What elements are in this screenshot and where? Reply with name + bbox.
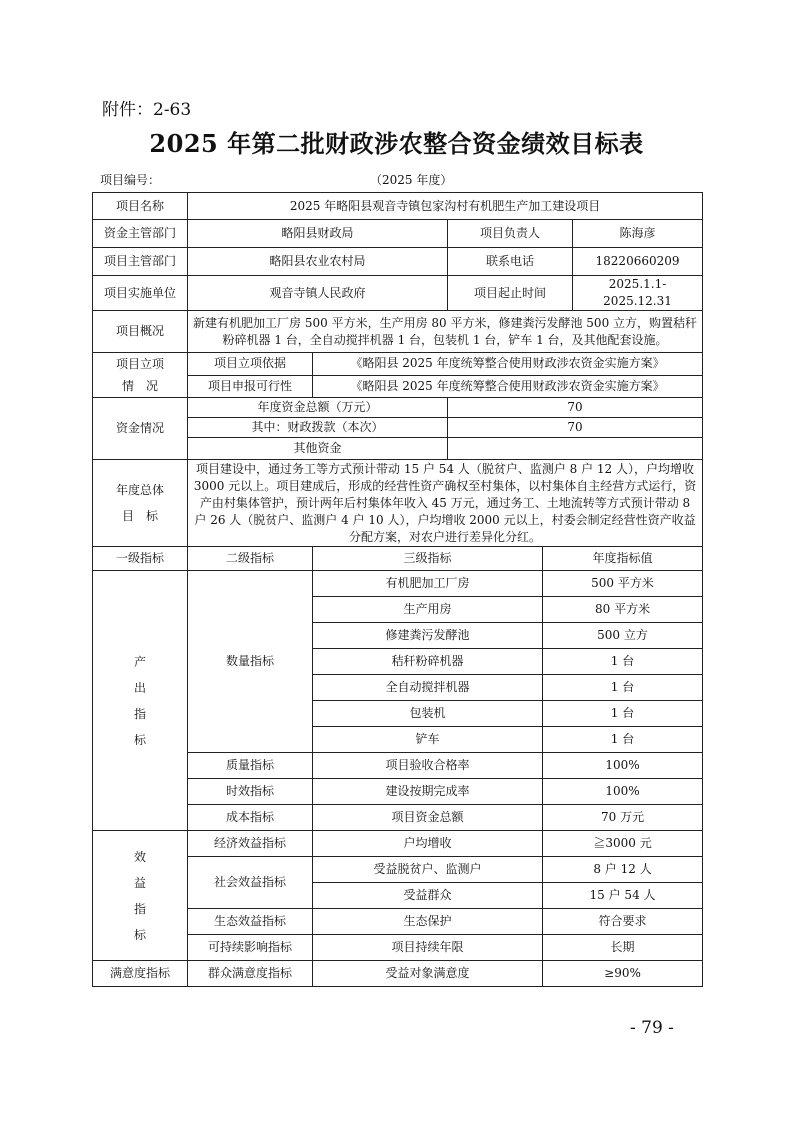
goal-label [93,460,188,547]
indicator-name: 建设按期完成率 [313,779,543,805]
indicator-value: ≧3000 元 [543,831,703,857]
indicator-name: 有机肥加工厂房 [313,571,543,597]
row-approval-basis [93,353,703,376]
indicator-value: 500 平方米 [543,571,703,597]
table-row [93,831,703,857]
satisfaction-label: 满意度指标 [93,961,188,987]
phone-label: 联系电话 [448,248,573,276]
row-headers [93,547,703,571]
indicator-name: 生态保护 [313,909,543,935]
leader-label: 项目负责人 [448,220,573,248]
benefit-label-char: 效 [133,849,146,864]
phone: 18220660209 [573,248,703,276]
cost-label: 成本指标 [188,805,313,831]
page-number: - 79 - [630,1018,674,1038]
social-label: 社会效益指标 [188,857,313,909]
other-label: 其他资金 [188,438,448,460]
basis-label: 项目立项依据 [188,353,313,376]
project-name: 2025 年略阳县观音寺镇包家沟村有机肥生产加工建设项目 [188,193,703,220]
indicator-value: 1 台 [543,727,703,753]
funds-label: 资金情况 [93,398,188,460]
funding-dept: 略阳县财政局 [188,220,448,248]
table-row [93,961,703,987]
annual-total: 70 [448,398,703,418]
indicator-name: 全自动搅拌机器 [313,675,543,701]
impl-unit-label: 项目实施单位 [93,276,188,311]
indicator-value: 15 户 54 人 [543,883,703,909]
header-level2: 二级指标 [188,547,313,571]
satisfaction-level2: 群众满意度指标 [188,961,313,987]
project-name-label: 项目名称 [93,193,188,220]
project-dept: 略阳县农业农村局 [188,248,448,276]
annual-goal: 项目建设中，通过务工等方式预计带动 15 户 54 人（脱贫户、监测户 8 户 12 人），户均增收 3000 元以上。项目建成后，形成的经营性资产确权至村集体，以村集体自主经营方式运行，资产由村集体管护，预计两年后村集体年收入 45 万元，通过务工、土地流转等方式预计带动 8 户 26 人（脱贫户、监测户 4 户 10 人），户均增收 2000 元以上，村委会制定经营性资产收益分配方案，对农户进行差异化分红。 [188,460,703,547]
sustain-label: 可持续影响指标 [188,935,313,961]
performance-target-table [92,192,703,987]
funding-dept-label: 资金主管部门 [93,220,188,248]
attachment-label: 附件：2-63 [102,100,192,120]
goal-label-line1: 年度总体 [115,483,164,497]
overview: 新建有机肥加工厂房 500 平方米，生产用房 80 平方米，修建粪污发酵池 500 立方，购置秸秆粉碎机器 1 台，全自动搅拌机器 1 台，包装机 1 台，铲车 1 台，及其他配套设施。 [188,311,703,353]
feasibility-label: 项目申报可行性 [188,375,313,398]
row-overview [93,311,703,353]
period: 2025.1.1-2025.12.31 [573,276,703,311]
indicator-name: 受益对象满意度 [313,961,543,987]
indicator-name: 项目持续年限 [313,935,543,961]
eco-label: 生态效益指标 [188,909,313,935]
project-dept-label: 项目主管部门 [93,248,188,276]
benefit-label-char: 益 [133,875,146,890]
other-funds [448,438,703,460]
output-label [93,571,188,831]
row-impl-unit [93,276,703,311]
header-target: 年度指标值 [543,547,703,571]
overview-label: 项目概况 [93,311,188,353]
indicator-value: 1 台 [543,701,703,727]
row-project-name [93,193,703,220]
indicator-value: 1 台 [543,649,703,675]
project-number-label: 项目编号： [100,173,161,187]
indicator-value: 80 平方米 [543,597,703,623]
economic-label: 经济效益指标 [188,831,313,857]
indicator-name: 受益群众 [313,883,543,909]
indicator-name: 秸秆粉碎机器 [313,649,543,675]
annual-total-label: 年度资金总额（万元） [188,398,448,418]
fiscal-year: （2025 年度） [370,173,453,187]
row-annual-total [93,398,703,418]
indicator-value: 长期 [543,935,703,961]
indicator-value: 500 立方 [543,623,703,649]
indicator-name: 项目资金总额 [313,805,543,831]
page-title: 2025 年第二批财政涉农整合资金绩效目标表 [149,129,644,158]
feasibility: 《略阳县 2025 年度统筹整合使用财政涉农资金实施方案》 [313,375,703,398]
impl-unit: 观音寺镇人民政府 [188,276,448,311]
indicator-value: 8 户 12 人 [543,857,703,883]
approval-label-line2: 情 况 [121,379,158,393]
fiscal-label: 其中：财政拨款（本次） [188,418,448,438]
basis: 《略阳县 2025 年度统筹整合使用财政涉农资金实施方案》 [313,353,703,376]
output-label-char: 产 [133,654,146,669]
indicator-name: 户均增收 [313,831,543,857]
approval-label-line1: 项目立项 [115,357,164,371]
quantity-label: 数量指标 [188,571,313,753]
header-level3: 三级指标 [313,547,543,571]
quality-label: 质量指标 [188,753,313,779]
row-project-dept [93,248,703,276]
output-label-char: 出 [133,680,146,695]
benefit-label [93,831,188,961]
indicator-value: 符合要求 [543,909,703,935]
benefit-label-char: 指 [133,901,146,916]
benefit-label-char: 标 [133,927,146,942]
indicator-value: 70 万元 [543,805,703,831]
indicator-name: 包装机 [313,701,543,727]
indicator-name: 铲车 [313,727,543,753]
indicator-value: 1 台 [543,675,703,701]
row-funding-dept [93,220,703,248]
header-level1: 一级指标 [93,547,188,571]
time-label: 时效指标 [188,779,313,805]
indicator-name: 修建粪污发酵池 [313,623,543,649]
indicator-value: ≥90% [543,961,703,987]
indicator-name: 生产用房 [313,597,543,623]
fiscal: 70 [448,418,703,438]
indicator-name: 受益脱贫户、监测户 [313,857,543,883]
indicator-name: 项目验收合格率 [313,753,543,779]
goal-label-line2: 目 标 [121,509,158,523]
approval-label [93,353,188,398]
output-label-char: 标 [133,732,146,747]
output-label-char: 指 [133,706,146,721]
period-label: 项目起止时间 [448,276,573,311]
leader: 陈海彦 [573,220,703,248]
table-row [93,571,703,597]
indicator-value: 100% [543,753,703,779]
row-annual-goal [93,460,703,547]
indicator-value: 100% [543,779,703,805]
